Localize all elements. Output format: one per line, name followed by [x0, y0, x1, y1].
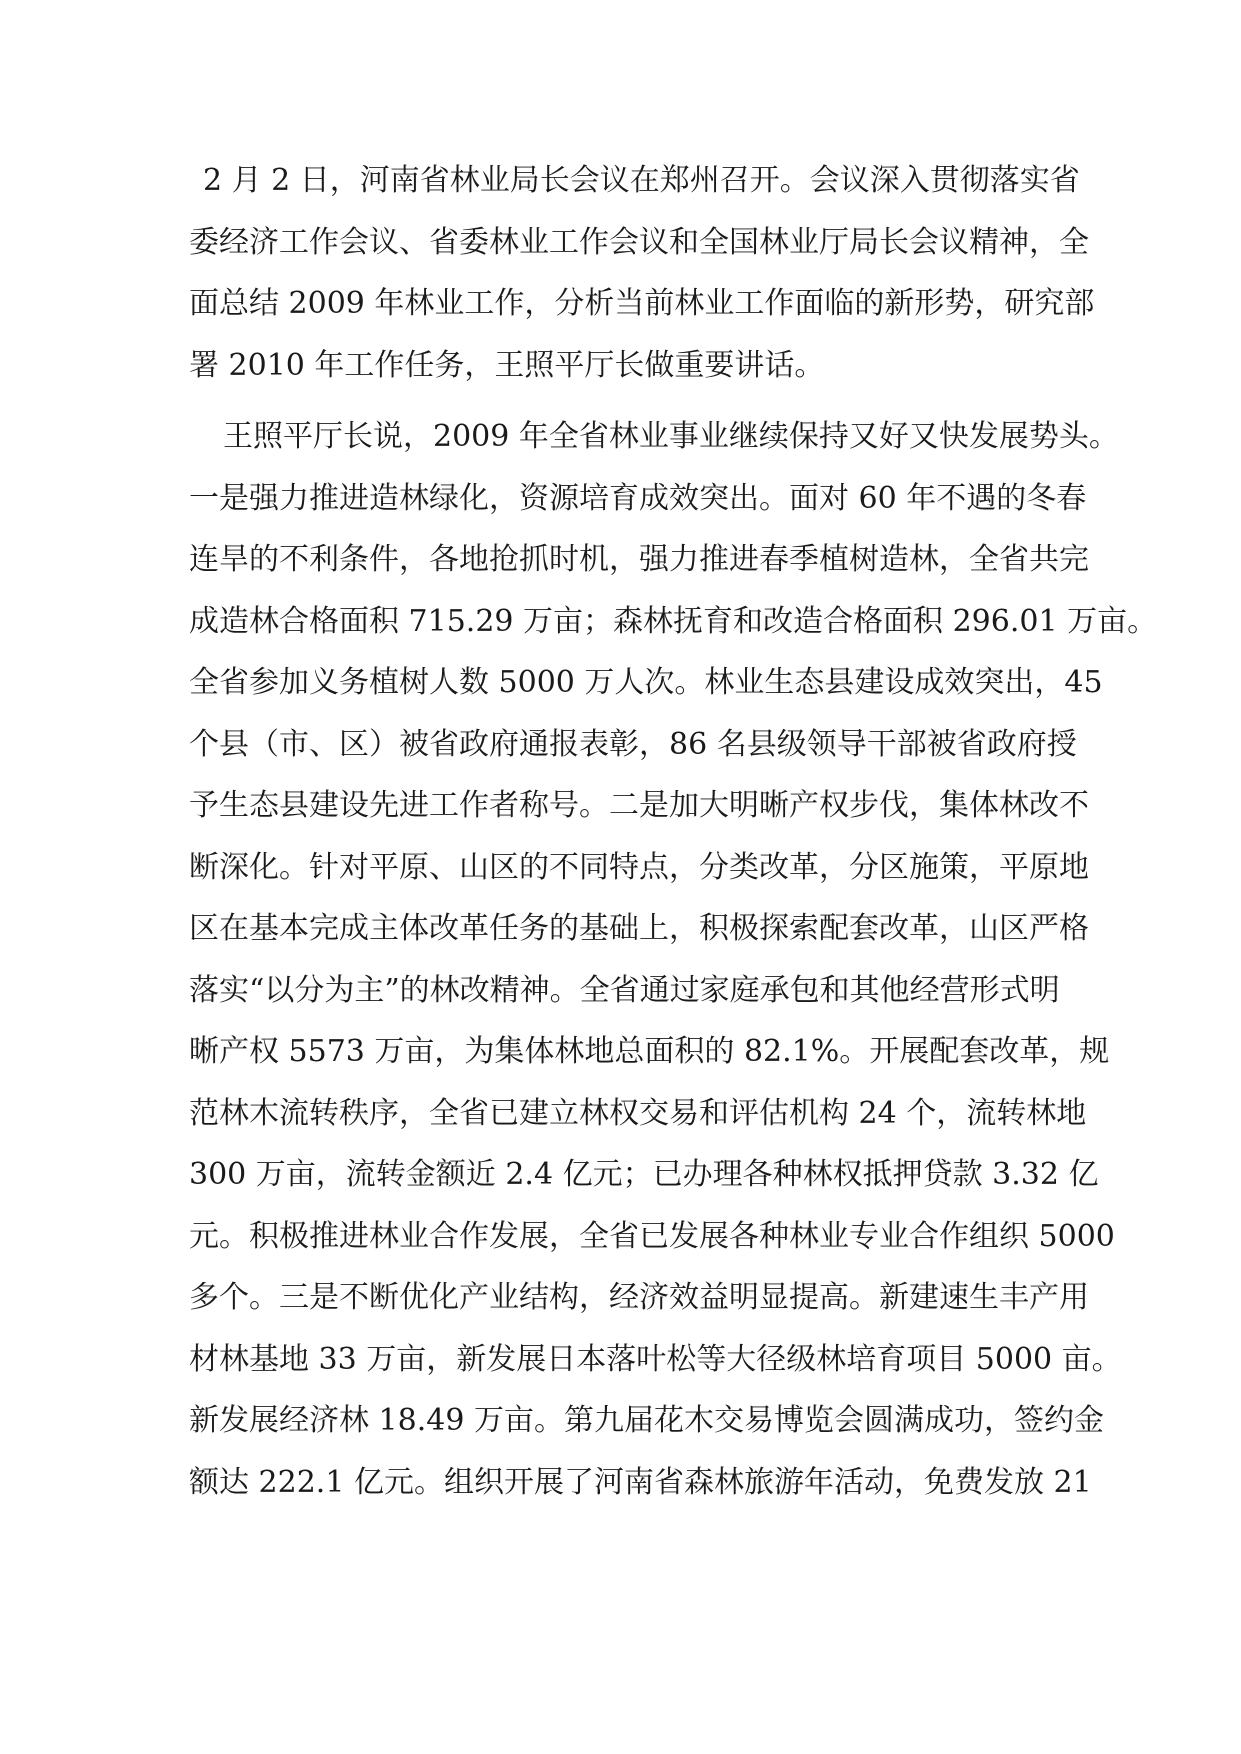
paragraph-2-line-14: 元。积极推进林业合作发展，全省已发展各种林业专业合作组织 5000: [189, 1218, 1115, 1254]
paragraph-1-line-3: 面总结 2009 年林业工作，分析当前林业工作面临的新形势，研究部: [189, 286, 1095, 321]
paragraph-1-line-1: 2 月 2 日，河南省林业局长会议在郑州召开。会议深入贯彻落实省: [203, 163, 1080, 198]
paragraph-1: [189, 161, 1095, 407]
paragraph-2-line-7: 予生态县建设先进工作者称号。二是加大明晰产权步伐，集体林改不: [189, 788, 1089, 823]
paragraph-2-line-13: 300 万亩，流转金额近 2.4 亿元；已办理各种林权抵押贷款 3.32 亿: [189, 1157, 1099, 1192]
paragraph-gap: [189, 407, 1057, 417]
paragraph-2-line-1: 王照平厅长说，2009 年全省林业事业继续保持又好又快发展势头。: [223, 419, 1119, 454]
paragraph-2-line-4: 成造林合格面积 715.29 万亩；森林抚育和改造合格面积 296.01 万亩。: [189, 603, 1158, 639]
paragraph-2-line-17: 新发展经济林 18.49 万亩。第九届花木交易博览会圆满成功，签约金: [189, 1403, 1104, 1438]
paragraph-2-line-15: 多个。三是不断优化产业结构，经济效益明显提高。新建速生丰产用: [189, 1280, 1089, 1315]
paragraph-2-line-18: 额达 222.1 亿元。组织开展了河南省森林旅游年活动，免费发放 21: [189, 1464, 1092, 1500]
paragraph-2-line-10: 落实“以分为主”的林改精神。全省通过家庭承包和其他经营形式明: [189, 972, 1060, 1008]
paragraph-2-line-3: 连旱的不利条件，各地抢抓时机，强力推进春季植树造林，全省共完: [189, 542, 1089, 577]
paragraph-2-line-9: 区在基本完成主体改革任务的基础上，积极探索配套改革，山区严格: [189, 911, 1089, 946]
paragraph-1-line-4: 署 2010 年工作任务，王照平厅长做重要讲话。: [189, 347, 825, 383]
document-body: [189, 161, 1158, 1524]
paragraph-2-line-2: 一是强力推进造林绿化，资源培育成效突出。面对 60 年不遇的冬春: [189, 480, 1087, 516]
paragraph-2-line-8: 断深化。针对平原、山区的不同特点，分类改革，分区施策，平原地: [189, 849, 1089, 885]
paragraph-2-line-16: 材林基地 33 万亩，新发展日本落叶松等大径级林培育项目 5000 亩。: [189, 1341, 1122, 1377]
paragraph-2-line-12: 范林木流转秩序，全省已建立林权交易和评估机构 24 个，流转林地: [189, 1095, 1087, 1131]
paragraph-1-line-2: 委经济工作会议、省委林业工作会议和全国林业厅局长会议精神，全: [189, 224, 1089, 260]
paragraph-2-line-6: 个县（市、区）被省政府通报表彰，86 名县级领导干部被省政府授: [189, 726, 1077, 762]
paragraph-2: [189, 417, 1158, 1524]
paragraph-2-line-11: 晰产权 5573 万亩，为集体林地总面积的 82.1%。开展配套改革，规: [189, 1034, 1110, 1069]
paragraph-2-line-5: 全省参加义务植树人数 5000 万人次。林业生态县建设成效突出，45: [189, 665, 1103, 700]
